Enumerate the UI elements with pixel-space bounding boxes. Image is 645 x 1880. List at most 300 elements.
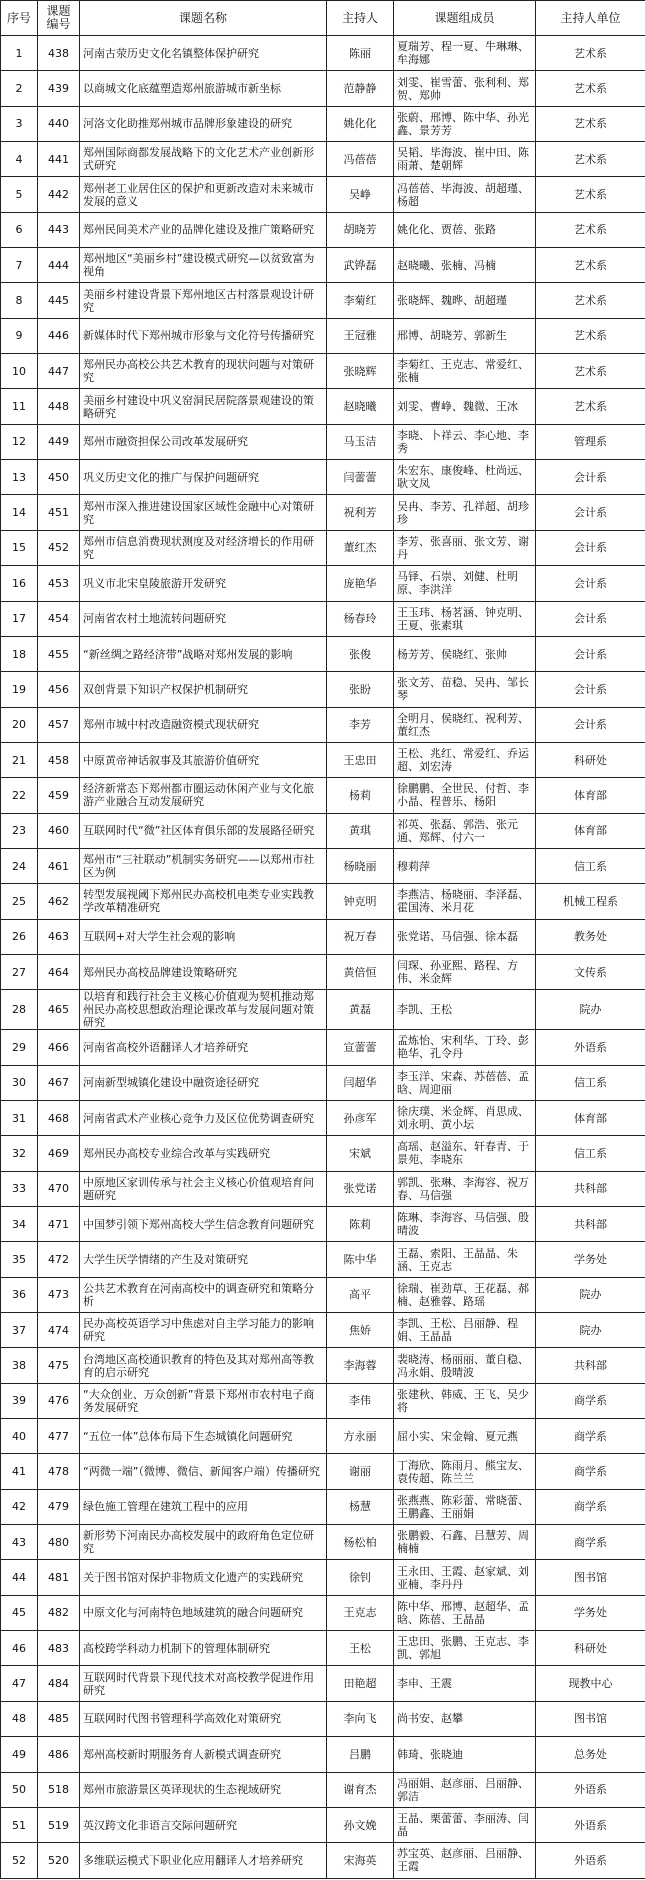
table-row (1, 884, 645, 919)
cell-index: 50 (1, 1772, 38, 1807)
cell-project-number: 442 (38, 177, 80, 212)
cell-index: 48 (1, 1701, 38, 1736)
cell-host: 张党诺 (327, 1171, 394, 1206)
cell-host: 宣蕾蕾 (327, 1030, 394, 1065)
cell-members: 杨芳芳、侯晓红、张帅 (394, 636, 536, 671)
cell-unit: 文传系 (536, 954, 645, 989)
cell-unit: 院办 (536, 1313, 645, 1348)
cell-index: 27 (1, 954, 38, 989)
cell-unit: 会计系 (536, 495, 645, 530)
table-row (1, 1737, 645, 1772)
table-row (1, 142, 645, 177)
cell-project-title: 郑州民办高校品牌建设策略研究 (80, 954, 327, 989)
cell-unit: 外语系 (536, 1843, 645, 1878)
cell-project-number: 461 (38, 848, 80, 883)
cell-project-title: 河南省高校外语翻译人才培养研究 (80, 1030, 327, 1065)
cell-project-title: 巩义市北宋皇陵旅游开发研究 (80, 566, 327, 601)
table-row (1, 36, 645, 71)
cell-project-title: 中原黄帝神话叙事及其旅游价值研究 (80, 742, 327, 777)
cell-unit: 科研处 (536, 742, 645, 777)
cell-index: 11 (1, 389, 38, 424)
cell-host: 武铧磊 (327, 248, 394, 283)
table-row (1, 1277, 645, 1312)
cell-index: 41 (1, 1454, 38, 1489)
cell-unit: 艺术系 (536, 36, 645, 71)
cell-members: 王晶、栗蕾蕾、李丽涛、闫晶 (394, 1807, 536, 1842)
table-row (1, 354, 645, 389)
cell-members: 赵晓曦、张楠、冯楠 (394, 248, 536, 283)
cell-members: 王永田、王霞、赵家斌、刘亚楠、李丹丹 (394, 1560, 536, 1595)
table-row (1, 1454, 645, 1489)
cell-members: 李燕洁、杨晓丽、李泽磊、霍国涛、米月花 (394, 884, 536, 919)
cell-unit: 会计系 (536, 460, 645, 495)
cell-host: 赵晓曦 (327, 389, 394, 424)
table-row (1, 1772, 645, 1807)
table-row (1, 389, 645, 424)
cell-project-title: “两微一端”（微博、微信、新闻客户端）传播研究 (80, 1454, 327, 1489)
cell-index: 22 (1, 778, 38, 813)
cell-project-title: 中国梦引领下郑州高校大学生信念教育问题研究 (80, 1207, 327, 1242)
cell-host: 杨晓丽 (327, 848, 394, 883)
cell-members: 邢博、胡晓芳、郭新生 (394, 318, 536, 353)
cell-index: 18 (1, 636, 38, 671)
cell-index: 14 (1, 495, 38, 530)
cell-host: 张晓辉 (327, 354, 394, 389)
cell-members: 陈中华、邢博、赵超华、孟晗、陈蓓、王晶晶 (394, 1595, 536, 1630)
cell-host: 吴峥 (327, 177, 394, 212)
cell-members: 丁海欣、陈雨月、熊宝友、袁传超、陈兰兰 (394, 1454, 536, 1489)
cell-project-title: 互联网+对大学生社会观的影响 (80, 919, 327, 954)
cell-members: 李凯、王松、吕丽静、程娟、王晶晶 (394, 1313, 536, 1348)
cell-host: 李芳 (327, 707, 394, 742)
cell-project-title: 河南省农村土地流转问题研究 (80, 601, 327, 636)
cell-project-number: 443 (38, 212, 80, 247)
table-row (1, 1348, 645, 1383)
cell-host: 祝利芳 (327, 495, 394, 530)
cell-index: 30 (1, 1065, 38, 1100)
cell-index: 7 (1, 248, 38, 283)
cell-members: 徐瑞、崔劲草、王花磊、郝楠、赵雅蓉、路瑶 (394, 1277, 536, 1312)
table-row (1, 954, 645, 989)
cell-members: 李申、王震 (394, 1666, 536, 1701)
table-row (1, 1419, 645, 1454)
cell-project-number: 518 (38, 1772, 80, 1807)
cell-project-number: 458 (38, 742, 80, 777)
cell-host: 祝万春 (327, 919, 394, 954)
cell-unit: 艺术系 (536, 283, 645, 318)
cell-members: 夏瑞芳、程一夏、牛琳琳、牟海娜 (394, 36, 536, 71)
cell-project-number: 453 (38, 566, 80, 601)
cell-project-number: 476 (38, 1383, 80, 1418)
cell-project-number: 444 (38, 248, 80, 283)
cell-index: 28 (1, 990, 38, 1030)
cell-project-title: 郑州民办高校专业综合改革与实践研究 (80, 1136, 327, 1171)
cell-index: 29 (1, 1030, 38, 1065)
cell-host: 谢育杰 (327, 1772, 394, 1807)
cell-members: 裴晓涛、杨丽丽、董自稳、冯永娟、殷晴波 (394, 1348, 536, 1383)
cell-unit: 体育部 (536, 813, 645, 848)
cell-host: 张俊 (327, 636, 394, 671)
table-header-row (1, 1, 645, 36)
cell-host: 焦娇 (327, 1313, 394, 1348)
cell-unit: 信工系 (536, 848, 645, 883)
cell-index: 39 (1, 1383, 38, 1418)
cell-index: 4 (1, 142, 38, 177)
cell-index: 33 (1, 1171, 38, 1206)
cell-project-title: 关于图书馆对保护非物质文化遗产的实践研究 (80, 1560, 327, 1595)
cell-index: 46 (1, 1631, 38, 1666)
cell-unit: 共科部 (536, 1207, 645, 1242)
cell-members: 徐庆璞、米金辉、肖思成、刘永明、黄小坛 (394, 1100, 536, 1135)
cell-host: 黄倍恒 (327, 954, 394, 989)
header-project-title: 课题名称 (80, 1, 327, 36)
cell-index: 5 (1, 177, 38, 212)
cell-unit: 信工系 (536, 1136, 645, 1171)
cell-host: 孙文娩 (327, 1807, 394, 1842)
cell-project-title: 中原地区家训传承与社会主义核心价值观培育问题研究 (80, 1171, 327, 1206)
cell-members: 李芳、张喜丽、张文芳、谢丹 (394, 530, 536, 565)
cell-unit: 会计系 (536, 672, 645, 707)
cell-index: 8 (1, 283, 38, 318)
cell-project-title: 互联网时代图书管理科学高效化对策研究 (80, 1701, 327, 1736)
cell-members: 祁英、张磊、郭浩、张元通、郑辉、付六一 (394, 813, 536, 848)
table-row (1, 248, 645, 283)
cell-index: 52 (1, 1843, 38, 1878)
table-row (1, 672, 645, 707)
cell-members: 李晓、卜祥云、李心地、李秀 (394, 424, 536, 459)
cell-index: 3 (1, 106, 38, 141)
cell-unit: 外语系 (536, 1772, 645, 1807)
cell-project-number: 474 (38, 1313, 80, 1348)
cell-unit: 机械工程系 (536, 884, 645, 919)
cell-project-title: 中原文化与河南特色地域建筑的融合问题研究 (80, 1595, 327, 1630)
cell-host: 王忠田 (327, 742, 394, 777)
cell-members: 冯丽娟、赵彦丽、吕丽静、郭洁 (394, 1772, 536, 1807)
table-row (1, 707, 645, 742)
cell-unit: 管理系 (536, 424, 645, 459)
table-row (1, 1100, 645, 1135)
cell-project-title: 以商城文化底蕴塑造郑州旅游城市新坐标 (80, 71, 327, 106)
cell-project-number: 463 (38, 919, 80, 954)
cell-host: 高平 (327, 1277, 394, 1312)
cell-host: 杨慧 (327, 1489, 394, 1524)
cell-host: 钟克明 (327, 884, 394, 919)
cell-members: 张燕燕、陈彩蕾、常晓蕾、王鹏鑫、王丽娟 (394, 1489, 536, 1524)
cell-host: 李伟 (327, 1383, 394, 1418)
cell-project-title: 转型发展视阈下郑州民办高校机电类专业实践教学改革精准研究 (80, 884, 327, 919)
cell-project-title: 公共艺术教育在河南高校中的调查研究和策略分析 (80, 1277, 327, 1312)
cell-project-title: 绿色施工管理在建筑工程中的应用 (80, 1489, 327, 1524)
table-row (1, 1171, 645, 1206)
header-host: 主持人 (327, 1, 394, 36)
cell-unit: 图书馆 (536, 1560, 645, 1595)
cell-host: 董红杰 (327, 530, 394, 565)
cell-project-number: 486 (38, 1737, 80, 1772)
table-row (1, 71, 645, 106)
cell-project-title: 郑州市“三社联动”机制实务研究——以郑州市社区为例 (80, 848, 327, 883)
cell-members: 李凯、王松 (394, 990, 536, 1030)
cell-members: 全明月、侯晓红、祝利芳、董红杰 (394, 707, 536, 742)
table-row (1, 1383, 645, 1418)
header-unit: 主持人单位 (536, 1, 645, 36)
cell-host: 吕鹏 (327, 1737, 394, 1772)
cell-unit: 体育部 (536, 778, 645, 813)
cell-project-title: 互联网时代背景下现代技术对高校教学促进作用研究 (80, 1666, 327, 1701)
table-row (1, 1631, 645, 1666)
cell-host: 陈中华 (327, 1242, 394, 1277)
cell-host: 李向飞 (327, 1701, 394, 1736)
cell-unit: 商学系 (536, 1419, 645, 1454)
cell-project-title: 郑州市融资担保公司改革发展研究 (80, 424, 327, 459)
cell-unit: 艺术系 (536, 71, 645, 106)
table-row (1, 742, 645, 777)
table-row (1, 990, 645, 1030)
cell-project-number: 466 (38, 1030, 80, 1065)
cell-project-number: 450 (38, 460, 80, 495)
cell-unit: 现教中心 (536, 1666, 645, 1701)
table-row (1, 212, 645, 247)
cell-index: 25 (1, 884, 38, 919)
cell-unit: 艺术系 (536, 354, 645, 389)
cell-host: 杨春玲 (327, 601, 394, 636)
cell-project-title: “五位一体”总体布局下生态城镇化问题研究 (80, 1419, 327, 1454)
cell-project-title: 郑州市城中村改造融资模式现状研究 (80, 707, 327, 742)
cell-unit: 会计系 (536, 707, 645, 742)
cell-index: 37 (1, 1313, 38, 1348)
table-row (1, 778, 645, 813)
cell-project-number: 441 (38, 142, 80, 177)
cell-project-title: 多维联运模式下职业化应用翻译人才培养研究 (80, 1843, 327, 1878)
cell-project-title: 新形势下河南民办高校发展中的政府角色定位研究 (80, 1525, 327, 1560)
cell-project-title: 郑州地区“美丽乡村”建设模式研究—以贫致富为视角 (80, 248, 327, 283)
cell-project-title: 郑州国际商都发展战略下的文化艺术产业创新形式研究 (80, 142, 327, 177)
table-row (1, 1313, 645, 1348)
cell-project-title: 美丽乡村建设中巩义窑洞民居院落景观建设的策略研究 (80, 389, 327, 424)
cell-project-number: 481 (38, 1560, 80, 1595)
table-row (1, 1595, 645, 1630)
cell-host: 谢丽 (327, 1454, 394, 1489)
cell-unit: 会计系 (536, 566, 645, 601)
cell-unit: 外语系 (536, 1030, 645, 1065)
cell-host: 陈莉 (327, 1207, 394, 1242)
cell-members: 闫琛、孙亚熙、路程、方伟、米金辉 (394, 954, 536, 989)
cell-project-title: 大学生厌学情绪的产生及对策研究 (80, 1242, 327, 1277)
cell-project-number: 472 (38, 1242, 80, 1277)
cell-index: 51 (1, 1807, 38, 1842)
cell-host: 宋斌 (327, 1136, 394, 1171)
cell-index: 44 (1, 1560, 38, 1595)
cell-unit: 共科部 (536, 1348, 645, 1383)
cell-members: 刘雯、曹峥、魏微、王冰 (394, 389, 536, 424)
cell-members: 王松、兆红、常爱红、乔运超、刘宏涛 (394, 742, 536, 777)
cell-project-number: 460 (38, 813, 80, 848)
cell-project-title: “大众创业、万众创新”背景下郑州市农村电子商务发展研究 (80, 1383, 327, 1418)
table-row (1, 1560, 645, 1595)
table-row (1, 1489, 645, 1524)
cell-index: 36 (1, 1277, 38, 1312)
cell-project-title: 新媒体时代下郑州城市形象与文化符号传播研究 (80, 318, 327, 353)
cell-project-number: 452 (38, 530, 80, 565)
table-row (1, 318, 645, 353)
cell-index: 13 (1, 460, 38, 495)
cell-project-number: 457 (38, 707, 80, 742)
cell-members: 苏宝英、赵彦丽、吕丽静、王霞 (394, 1843, 536, 1878)
cell-unit: 外语系 (536, 1807, 645, 1842)
cell-host: 陈丽 (327, 36, 394, 71)
cell-index: 31 (1, 1100, 38, 1135)
cell-unit: 图书馆 (536, 1701, 645, 1736)
cell-project-number: 471 (38, 1207, 80, 1242)
cell-unit: 会计系 (536, 636, 645, 671)
cell-project-number: 468 (38, 1100, 80, 1135)
cell-project-title: 台湾地区高校通识教育的特色及其对郑州高等教育的启示研究 (80, 1348, 327, 1383)
cell-members: 马铎、石崇、刘健、杜明原、李洪洋 (394, 566, 536, 601)
cell-index: 34 (1, 1207, 38, 1242)
cell-index: 45 (1, 1595, 38, 1630)
cell-host: 徐钊 (327, 1560, 394, 1595)
cell-project-number: 484 (38, 1666, 80, 1701)
table-row (1, 1525, 645, 1560)
cell-members: 张鹏毅、石鑫、吕慧芳、周楠楠 (394, 1525, 536, 1560)
cell-project-title: 互联网时代“微”社区体育俱乐部的发展路径研究 (80, 813, 327, 848)
cell-project-title: 河洛文化助推郑州城市品牌形象建设的研究 (80, 106, 327, 141)
table-row (1, 1136, 645, 1171)
cell-members: 张文芳、苗稳、吴冉、邹长琴 (394, 672, 536, 707)
table-row (1, 283, 645, 318)
table-row (1, 566, 645, 601)
cell-index: 40 (1, 1419, 38, 1454)
cell-index: 49 (1, 1737, 38, 1772)
table-row (1, 1207, 645, 1242)
cell-host: 宋海英 (327, 1843, 394, 1878)
table-row (1, 177, 645, 212)
cell-members: 尚书安、赵攀 (394, 1701, 536, 1736)
cell-index: 19 (1, 672, 38, 707)
table-row (1, 460, 645, 495)
cell-host: 王松 (327, 1631, 394, 1666)
cell-unit: 体育部 (536, 1100, 645, 1135)
cell-index: 12 (1, 424, 38, 459)
cell-index: 6 (1, 212, 38, 247)
cell-project-number: 480 (38, 1525, 80, 1560)
cell-host: 闫蕾蕾 (327, 460, 394, 495)
cell-unit: 信工系 (536, 1065, 645, 1100)
cell-project-number: 462 (38, 884, 80, 919)
cell-members: 穆莉萍 (394, 848, 536, 883)
cell-index: 2 (1, 71, 38, 106)
cell-unit: 艺术系 (536, 318, 645, 353)
cell-project-number: 439 (38, 71, 80, 106)
cell-project-title: “新丝绸之路经济带”战略对郑州发展的影响 (80, 636, 327, 671)
cell-project-number: 485 (38, 1701, 80, 1736)
cell-project-number: 465 (38, 990, 80, 1030)
cell-index: 17 (1, 601, 38, 636)
cell-members: 王磊、索阳、王晶晶、朱涵、王克志 (394, 1242, 536, 1277)
cell-members: 冯蓓蓓、毕海波、胡超瑾、杨超 (394, 177, 536, 212)
cell-index: 1 (1, 36, 38, 71)
cell-project-number: 440 (38, 106, 80, 141)
cell-unit: 艺术系 (536, 106, 645, 141)
cell-project-title: 美丽乡村建设背景下郑州地区古村落景观设计研究 (80, 283, 327, 318)
cell-index: 16 (1, 566, 38, 601)
cell-unit: 商学系 (536, 1454, 645, 1489)
cell-project-number: 451 (38, 495, 80, 530)
header-index: 序号 (1, 1, 38, 36)
cell-index: 21 (1, 742, 38, 777)
cell-host: 闫超华 (327, 1065, 394, 1100)
cell-project-number: 455 (38, 636, 80, 671)
cell-project-title: 郑州民间美术产业的品牌化建设及推广策略研究 (80, 212, 327, 247)
cell-project-title: 郑州市信息消费现状测度及对经济增长的作用研究 (80, 530, 327, 565)
cell-members: 张党诺、马信强、徐本磊 (394, 919, 536, 954)
cell-index: 35 (1, 1242, 38, 1277)
cell-index: 42 (1, 1489, 38, 1524)
cell-host: 黄磊 (327, 990, 394, 1030)
cell-project-number: 519 (38, 1807, 80, 1842)
table-row (1, 1807, 645, 1842)
cell-host: 李海蓉 (327, 1348, 394, 1383)
cell-members: 郭凯、张琳、李海容、祝万春、马信强 (394, 1171, 536, 1206)
cell-project-number: 464 (38, 954, 80, 989)
cell-index: 43 (1, 1525, 38, 1560)
table-row (1, 1701, 645, 1736)
cell-project-title: 河南古荥历史文化名镇整体保护研究 (80, 36, 327, 71)
cell-project-number: 467 (38, 1065, 80, 1100)
cell-members: 王忠田、张鹏、王克志、李凯、郭旭 (394, 1631, 536, 1666)
table-row (1, 106, 645, 141)
cell-unit: 商学系 (536, 1489, 645, 1524)
cell-project-title: 巩义历史文化的推广与保护问题研究 (80, 460, 327, 495)
cell-project-number: 469 (38, 1136, 80, 1171)
cell-index: 9 (1, 318, 38, 353)
cell-host: 李菊红 (327, 283, 394, 318)
cell-host: 冯蓓蓓 (327, 142, 394, 177)
cell-host: 方永丽 (327, 1419, 394, 1454)
cell-members: 吴冉、李芳、孔祥超、胡珍珍 (394, 495, 536, 530)
cell-index: 20 (1, 707, 38, 742)
cell-unit: 艺术系 (536, 389, 645, 424)
cell-project-number: 448 (38, 389, 80, 424)
cell-index: 15 (1, 530, 38, 565)
cell-members: 孟炼怡、宋利华、丁玲、彭艳华、孔令丹 (394, 1030, 536, 1065)
table-row (1, 424, 645, 459)
cell-project-number: 479 (38, 1489, 80, 1524)
cell-index: 24 (1, 848, 38, 883)
cell-host: 胡晓芳 (327, 212, 394, 247)
cell-unit: 教务处 (536, 919, 645, 954)
cell-members: 吴韬、毕海波、崔中田、陈雨萧、楚朝辉 (394, 142, 536, 177)
table-row (1, 813, 645, 848)
cell-unit: 院办 (536, 990, 645, 1030)
table-row (1, 919, 645, 954)
header-members: 课题组成员 (394, 1, 536, 36)
cell-unit: 商学系 (536, 1383, 645, 1418)
table-body (1, 36, 645, 1879)
cell-unit: 艺术系 (536, 248, 645, 283)
cell-members: 张晓辉、魏晔、胡超瑾 (394, 283, 536, 318)
cell-project-number: 456 (38, 672, 80, 707)
table-row (1, 495, 645, 530)
cell-unit: 艺术系 (536, 177, 645, 212)
cell-project-number: 483 (38, 1631, 80, 1666)
table-row (1, 530, 645, 565)
cell-host: 田艳超 (327, 1666, 394, 1701)
cell-project-number: 449 (38, 424, 80, 459)
cell-unit: 总务处 (536, 1737, 645, 1772)
cell-members: 张建秋、韩威、王飞、吴少将 (394, 1383, 536, 1418)
cell-host: 马玉洁 (327, 424, 394, 459)
table-row (1, 636, 645, 671)
